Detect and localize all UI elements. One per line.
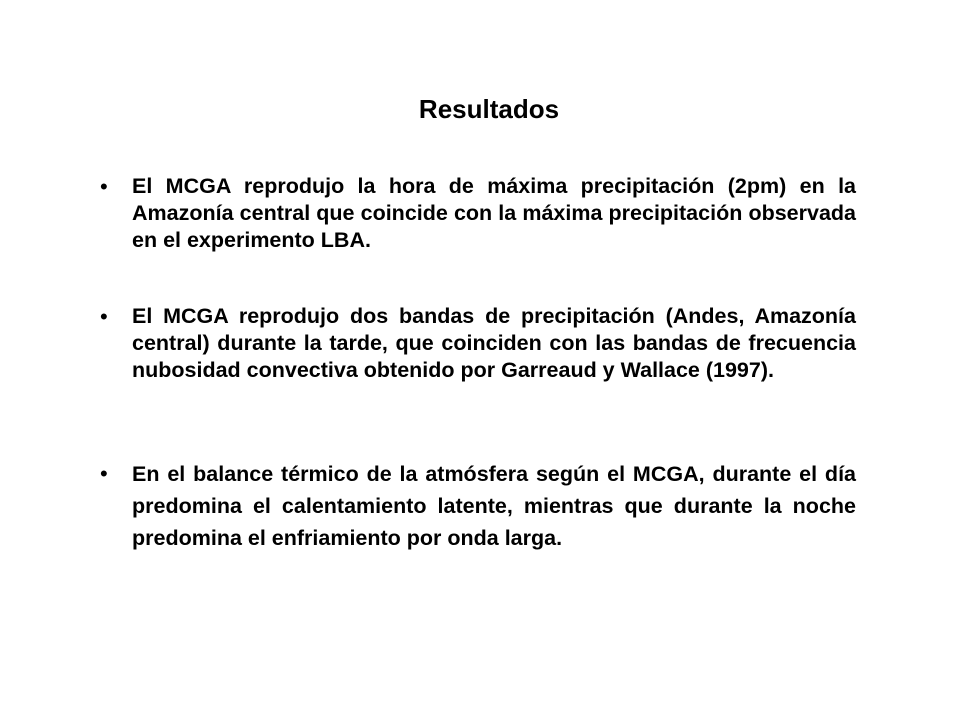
bullet-text: En el balance térmico de la atmósfera según el MCGA, durante el día predomina el calentamiento latente, mientras que durante la noche predomina el enfriamiento por onda larga. — [132, 462, 856, 550]
bullet-text: El MCGA reprodujo la hora de máxima precipitación (2pm) en la Amazonía central que coincide con la máxima precipitación observada en el experimento LBA. — [132, 174, 856, 252]
bullet-icon: • — [100, 461, 108, 486]
bullet-text: El MCGA reprodujo dos bandas de precipitación (Andes, Amazonía central) durante la tarde, que coinciden con las bandas de frecuencia nubosidad convectiva obtenido por Garreaud y Wallace (1997). — [132, 304, 856, 382]
bullet-icon: • — [100, 304, 108, 329]
bullet-item — [100, 173, 856, 254]
bullet-icon: • — [100, 174, 108, 199]
bullet-item — [100, 458, 856, 554]
bullet-item — [100, 303, 856, 384]
slide-title: Resultados — [418, 94, 560, 124]
